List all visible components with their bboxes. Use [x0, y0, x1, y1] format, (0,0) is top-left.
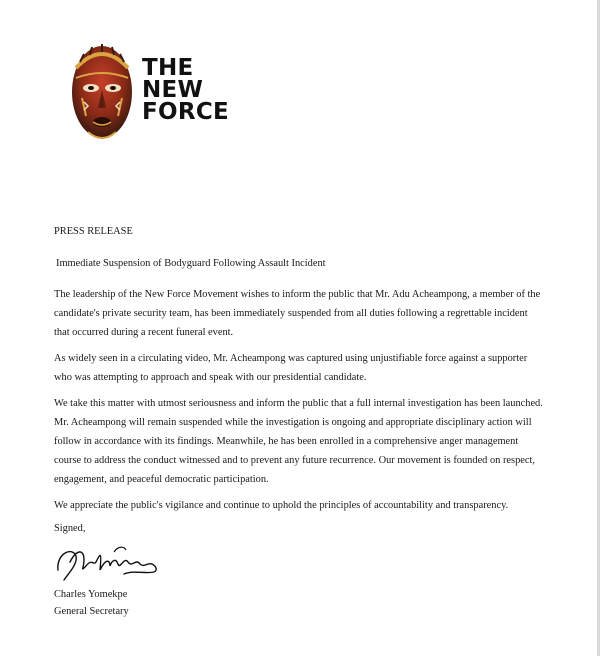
press-release-body	[54, 222, 544, 620]
signatory-title: General Secretary	[54, 606, 129, 617]
paragraph-4: We appreciate the public's vigilance and continue to uphold the principles of accountability and transparency.	[54, 500, 509, 511]
letterhead-logo	[62, 38, 242, 150]
paragraph-2: As widely seen in a circulating video, Mr. Acheampong was captured using unjustifiable force against a supporter who was attempting to approach and speak with our presidential candidate.	[54, 353, 528, 383]
paragraph-3: We take this matter with utmost seriousness and inform the public that a full internal investigation has been launched. Mr. Acheampong will remain suspended while the investigation is ongoing and appropriate disciplinary action will follow in accordance with its findings. Meanwhile, he has been enrolled in a comprehensive anger management course to address the conduct witnessed and to prevent any future recurrence. Our movement is founded on respect, engagement, and peaceful democratic participation.	[54, 398, 543, 485]
brand-line-3: FORCE	[142, 99, 230, 125]
paragraph-1: The leadership of the New Force Movement wishes to inform the public that Mr. Adu Acheampong, a member of the candidate's private security team, has been immediately suspended from all duties following a regrettable incident that occurred during a recent funeral event.	[54, 289, 541, 338]
press-release-title: Immediate Suspension of Bodyguard Following Assault Incident	[56, 258, 326, 269]
tribal-mask-icon	[62, 38, 142, 150]
brand-line-1: THE	[142, 55, 194, 81]
signatory-name: Charles Yomekpe	[54, 589, 128, 600]
press-release-label: PRESS RELEASE	[54, 226, 133, 237]
signed-label: Signed,	[54, 523, 86, 534]
brand-line-2: NEW	[142, 77, 204, 103]
brand-wordmark	[142, 57, 229, 123]
handwritten-signature	[54, 540, 164, 586]
